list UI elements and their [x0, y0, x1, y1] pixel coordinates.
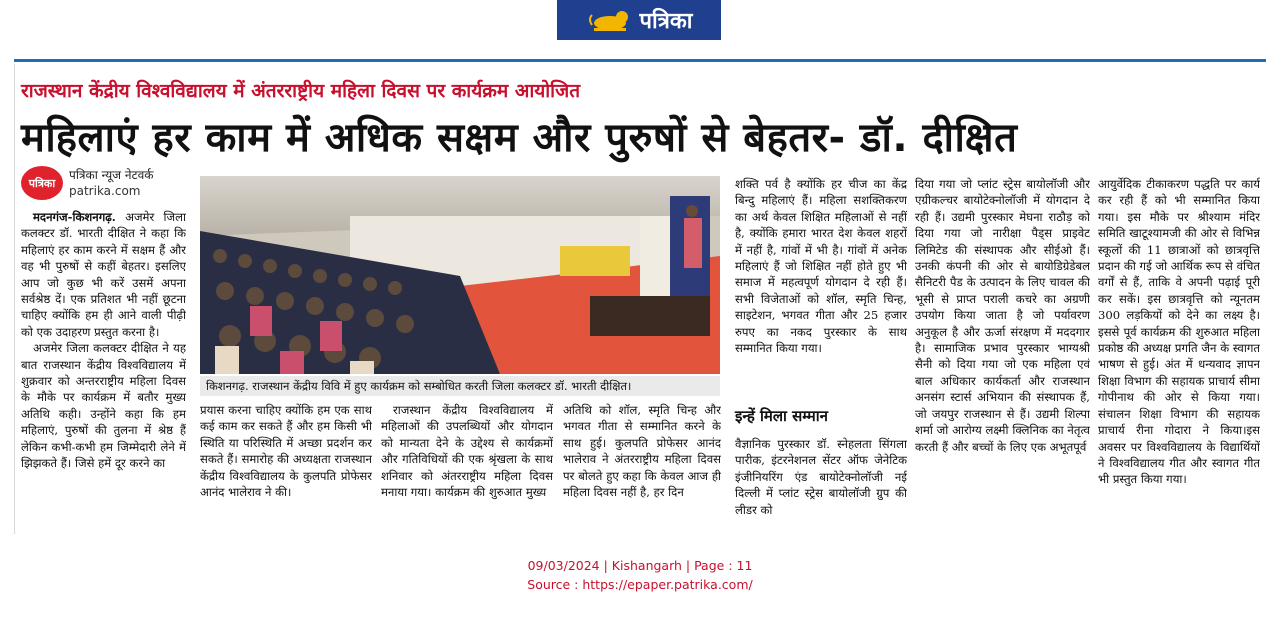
article-kicker: राजस्थान केंद्रीय विश्वविद्यालय में अंतरराष्ट्रीय महिला दिवस पर कार्यक्रम आयोजित — [21, 80, 581, 102]
article-column-5-top — [735, 176, 907, 401]
article-clipping — [14, 64, 1267, 534]
lion-icon — [586, 5, 634, 35]
col1-paragraph-1: अजमेर जिला कलक्टर डॉ. भारती दीक्षित ने कहा कि महिलाएं हर काम करने में सक्षम हैं और वह भी पुरुषों से कहीं बेहतर। इसलिए आप जो कुछ भी करें उसमें अपना सर्वश्रेष्ठ दें। एक प्रतिशत भी नहीं छूटना चाहिए क्योंकि हम ही आने वाली पीढ़ी को एक उदाहरण प्रस्तुत करना है। — [21, 210, 186, 339]
col6-paragraph: दिया गया जो प्लांट स्ट्रेस बायोलॉजी और एग्रीकल्चर बायोटेक्नोलॉजी में योगदान दे रही हैं। उद्यमी पुरस्कार मेघना राठौड़ को दिया गया जो नारीक्षा पैड्स प्राइवेट लिमिटेड की संस्थापक और सीईओ हैं। उनकी कंपनी की ओर से बायोडिग्रेडेबल सैनिटरी पैड के उत्पादन के लिए चावल की भूसी से प्राप्त पराली कचरे का अग्रणी उपयोग किया जाता है जो पर्यावरण अनुकूल है और ऊर्जा संरक्षण में मददगार है। सामाजिक प्रभाव पुरस्कार भाग्यश्री सैनी को दिया गया जो एक महिला एवं बाल अधिकार कार्यकर्ता और राजस्थान अनसंग स्टार्स अभियान की संस्थापक हैं, जो जयपुर राजस्थान से हैं। उद्यमी शिल्पा शर्मा जो आरोग्य लक्ष्मी क्लिनिक का नेतृत्व करती हैं और बच्चों के लिए एक अभूतपूर्व — [915, 177, 1090, 454]
masthead-title: पत्रिका — [639, 9, 693, 34]
byline-site: patrika.com — [69, 184, 141, 198]
footer-source-link[interactable]: Source : https://epaper.patrika.com/ — [527, 577, 753, 592]
byline — [21, 164, 201, 202]
top-rule — [14, 59, 1266, 62]
col7-paragraph: आयुर्वेदिक टीकाकरण पद्धति पर कार्य कर रही हैं को भी सम्मानित किया गया। इस मौके पर श्रीश्याम मंदिर समिति खाटूश्यामजी की ओर से विभिन्न स्कूलों की 11 छात्राओं को छात्रवृत्ति प्रदान की गई जो आर्थिक रूप से वंचित वर्गों से हैं, ताकि वे अपनी पढ़ाई पूरी कर सकें। इस छात्रवृत्ति को न्यूनतम 300 लड़कियों को देने का लक्ष्य है। इससे पूर्व कार्यक्रम की शुरुआत महिला प्रकोष्ठ की अध्यक्ष प्रगति जैन के स्वागत भाषण से हुई। अंत में धन्यवाद ज्ञापन शिक्षा विभाग की सहायक प्राचार्य सीमा गोपीनाथ की ओर से किया गया। संचालन शिक्षा विभाग की सहायक प्राचार्य रीना गोदारा ने किया।इस अवसर पर विश्वविद्यालय के विद्यार्थियों ने विश्वविद्यालय गीत और स्वागत गीत भी प्रस्तुत किया गया। — [1098, 177, 1260, 487]
article-column-2 — [200, 402, 372, 532]
col2-paragraph: प्रयास करना चाहिए क्योंकि हम एक साथ कई काम कर सकते हैं और हम किसी भी स्थिति या परिस्थिति में अच्छा प्रदर्शन कर सकते हैं। समारोह की अध्यक्षता राजस्थान केंद्रीय विश्वविद्यालय के कुलपति प्रोफेसर आनंद भालेराव ने की। — [200, 403, 372, 500]
article-column-3 — [381, 402, 553, 532]
patrika-badge: पत्रिका — [21, 166, 63, 200]
col5-paragraph: वैज्ञानिक पुरस्कार डॉ. स्नेहलता सिंगला पारीक, इंटरनेशनल सेंटर ऑफ जेनेटिक इंजीनियरिंग एंड बायोटेक्नोलॉजी नई दिल्ली में प्लांट स्ट्रेस बायोलॉजी ग्रुप की लीडर को — [735, 437, 907, 517]
footer-edition-info: 09/03/2024 | Kishangarh | Page : 11 — [527, 558, 753, 573]
article-headline: महिलाएं हर काम में अधिक सक्षम और पुरुषों से बेहतर- डॉ. दीक्षित — [21, 115, 1018, 161]
article-column-4-bottom — [563, 402, 721, 532]
photo-caption: किशनगढ़. राजस्थान केंद्रीय विवि में हुए कार्यक्रम को सम्बोधित करती जिला कलक्टर डॉ. भारती दीक्षित। — [200, 376, 720, 396]
article-column-5-bottom — [735, 436, 907, 532]
dateline: मदनगंज-किशनगढ़. — [33, 210, 116, 224]
event-photo — [200, 176, 720, 374]
masthead-logo — [557, 0, 721, 40]
col4-top-paragraph: शक्ति पर्व है क्योंकि हर चीज का केंद्र बिन्दु महिलाएं हैं। महिला सशक्तिकरण का अर्थ केवल शिक्षित महिलाओं से नहीं है, क्योंकि हमारा भारत देश केवल शहरों में नहीं है, गांवों में भी है। गांवों में अनेक महिलाएं हैं जो शिक्षित नहीं होते हुए भी समाज में महत्वपूर्ण योगदान दे रही हैं। सभी विजेताओं को शॉल, स्मृति चिन्ह, साइटेशन, भगवत गीता और 25 हजार रुपए का नकद पुरस्कार के साथ सम्मानित किया गया। — [735, 177, 907, 356]
byline-org: पत्रिका न्यूज नेटवर्क — [69, 168, 154, 182]
article-column-6 — [915, 176, 1090, 532]
article-column-1 — [21, 209, 186, 529]
col4-bottom-paragraph: अतिथि को शॉल, स्मृति चिन्ह और भगवत गीता से सम्मानित करने के साथ हुई। कुलपति प्रोफेसर आनंद भालेराव ने अंतरराष्ट्रीय महिला दिवस पर बोलते हुए कहा कि केवल आज ही महिला दिवस नहीं है, हर दिन — [563, 403, 721, 500]
col1-paragraph-2: अजमेर जिला कलक्टर दीक्षित ने यह बात राजस्थान केंद्रीय विश्वविद्यालय में शुक्रवार को अन्तरराष्ट्रीय महिला दिवस के मौके पर कार्यक्रम में बतौर मुख्य अतिथि कही। उन्होंने कहा कि हम महिलाएं, पुरुषों की तुलना में श्रेष्ठ हैं लेकिन कभी-कभी हम जिम्मेदारी लेने में झिझकते हैं। जिसे हमें दूर करने का — [21, 341, 186, 471]
article-column-7 — [1098, 176, 1260, 532]
section-subheading: इन्हें मिला सम्मान — [735, 407, 828, 425]
col3-paragraph: राजस्थान केंद्रीय विश्वविद्यालय में महिलाओं की उपलब्धियों और योगदान को मान्यता देने के उद्देश्य से कार्यक्रमों और गतिविधियों की एक श्रृंखला के साथ शनिवार को अंतरराष्ट्रीय महिला दिवस मनाया गया। कार्यक्रम की शुरुआत मुख्य — [381, 403, 553, 500]
